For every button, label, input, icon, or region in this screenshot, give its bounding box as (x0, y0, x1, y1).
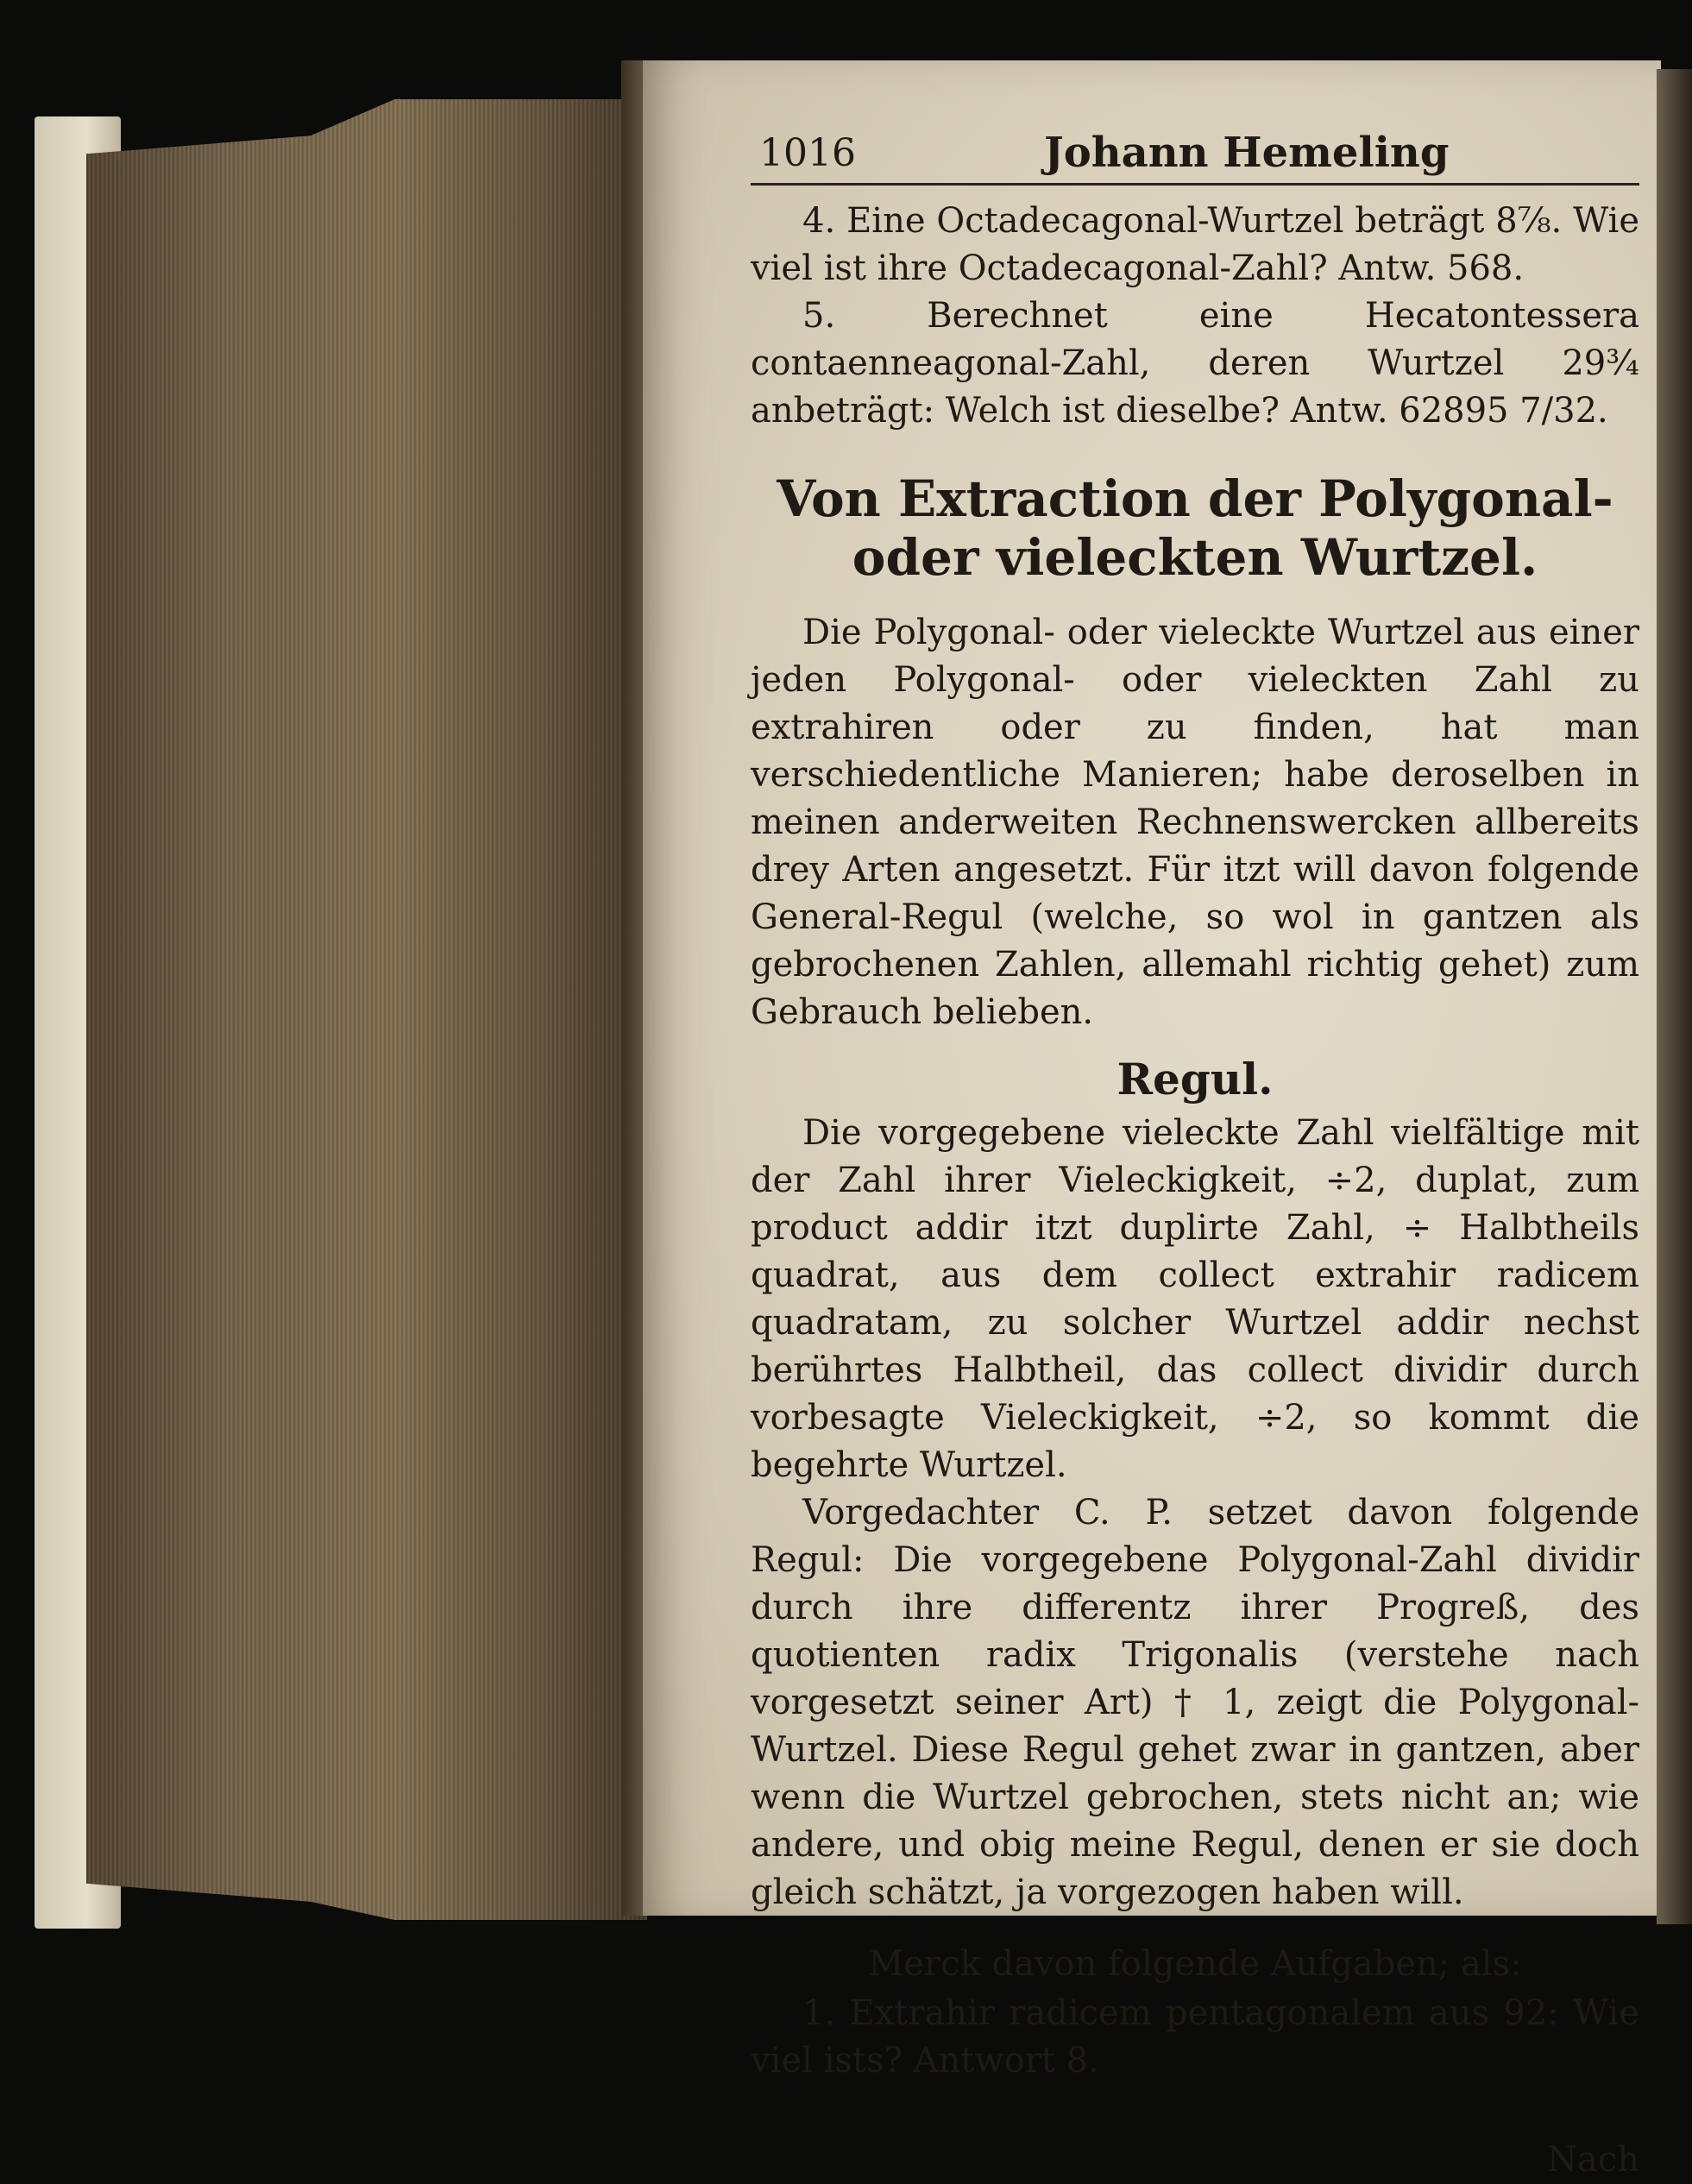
section-heading: Von Extraction der Polygonal-oder vieleckten Wurtzel. (777, 469, 1613, 587)
page-number: 1016 (759, 131, 856, 175)
exercise-5: 5. Berechnet eine Hecatontessera contaenneagonal-Zahl, deren Wurtzel 29¾ anbeträgt: Welch ist dieselbe? Antw. 62895 7/32. (751, 296, 1639, 431)
regul-paragraph: Die vorgegebene vieleckte Zahl vielfältige mit der Zahl ihrer Vieleckigkeit, ÷2, duplat, zum product addir itzt duplirte Zahl, ÷ Halbtheils quadrat, aus dem collect extrahir radicem quadratam, zu solcher Wurtzel addir nechst berührtes Halbtheil, das collect dividir durch vorbesagte Vieleckigkeit, ÷2, so kommt die begehrte Wurtzel. (751, 1113, 1639, 1485)
merck-line: Merck davon folgende Aufgaben; als: (868, 1944, 1522, 1984)
running-head: Johann Hemeling (1044, 129, 1450, 177)
exercise-1: 1. Extrahir radicem pentagonalem aus 92: Wie viel ists? Antwort 8. (751, 1993, 1639, 2080)
exercise-4: 4. Eine Octadecagonal-Wurtzel beträgt 8⅞. Wie viel ist ihre Octadecagonal-Zahl? Antw. 568. (751, 201, 1639, 288)
page-block-edge (86, 99, 647, 1920)
regul-title: Regul. (1116, 1054, 1274, 1105)
catchword: Nach (1546, 2140, 1639, 2180)
page-right-edge (1657, 69, 1692, 1924)
intro-paragraph: Die Polygonal- oder vieleckte Wurtzel aus einer jeden Polygonal- oder vieleckten Zahl zu extrahiren oder zu finden, hat man verschiedentliche Manieren; habe deroselben in meinen anderweiten Rechnenswercken allbereits drey Arten angesetzt. Für itzt will davon folgende General-Regul (welche, so wol in gantzen als gebrochenen Zahlen, allemahl richtig gehet) zum Gebrauch belieben. (751, 613, 1639, 1032)
page-header (751, 129, 1639, 186)
cp-rule-paragraph: Vorgedachter C. P. setzet davon folgende Regul: Die vorgegebene Polygonal-Zahl dividir durch ihre differentz ihrer Progreß, des quotienten radix Trigonalis (verstehe nach vorgesetzt seiner Art) † 1, zeigt die Polygonal-Wurtzel. Diese Regul gehet zwar in gantzen, aber wenn die Wurtzel gebrochen, stets nicht an; wie andere, und obig meine Regul, denen er sie doch gleich schätzt, ja vorgezogen haben will. (751, 1493, 1639, 1912)
page-text (751, 129, 1639, 2184)
